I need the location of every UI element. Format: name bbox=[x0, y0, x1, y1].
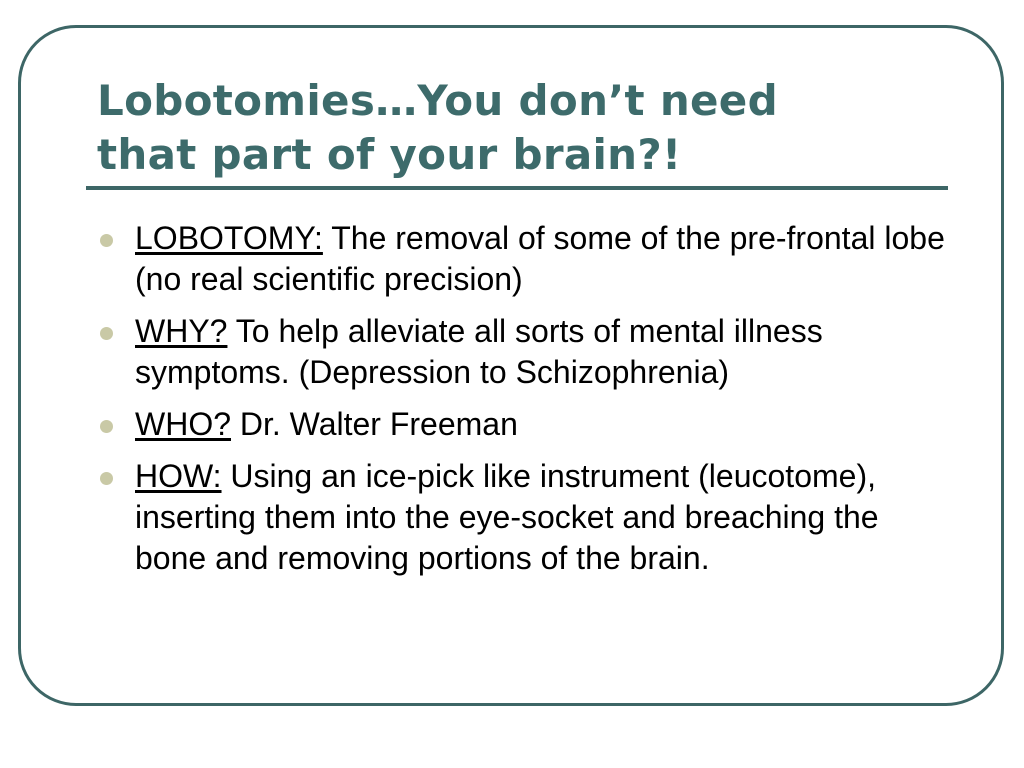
title-line-2: that part of your brain?! bbox=[97, 130, 682, 179]
bullet-dot-icon bbox=[100, 327, 113, 340]
title-line-1: Lobotomies…You don’t need bbox=[97, 76, 778, 125]
bullet-item-why bbox=[97, 311, 947, 393]
bullet-term: HOW: bbox=[135, 458, 222, 494]
bullet-term: LOBOTOMY: bbox=[135, 220, 323, 256]
bullet-text: The removal of some of the pre-frontal lobe (no real scientific precision) bbox=[135, 220, 945, 297]
bullet-text: To help alleviate all sorts of mental illness symptoms. (Depression to Schizophrenia) bbox=[135, 313, 823, 390]
bullet-dot-icon bbox=[100, 472, 113, 485]
bullet-item-lobotomy bbox=[97, 218, 947, 300]
title-divider bbox=[86, 186, 948, 190]
bullet-text: Using an ice-pick like instrument (leucotome), inserting them into the eye-socket and breaching the bone and removing portions of the brain. bbox=[135, 458, 879, 576]
bullet-term: WHY? bbox=[135, 313, 228, 349]
bullet-text: Dr. Walter Freeman bbox=[239, 406, 518, 442]
bullet-item-who bbox=[97, 404, 947, 445]
bullet-item-how bbox=[97, 456, 947, 579]
slide-title bbox=[97, 74, 957, 182]
bullet-list bbox=[97, 218, 947, 590]
bullet-term: WHO? bbox=[135, 406, 231, 442]
bullet-dot-icon bbox=[100, 234, 113, 247]
bullet-dot-icon bbox=[100, 420, 113, 433]
